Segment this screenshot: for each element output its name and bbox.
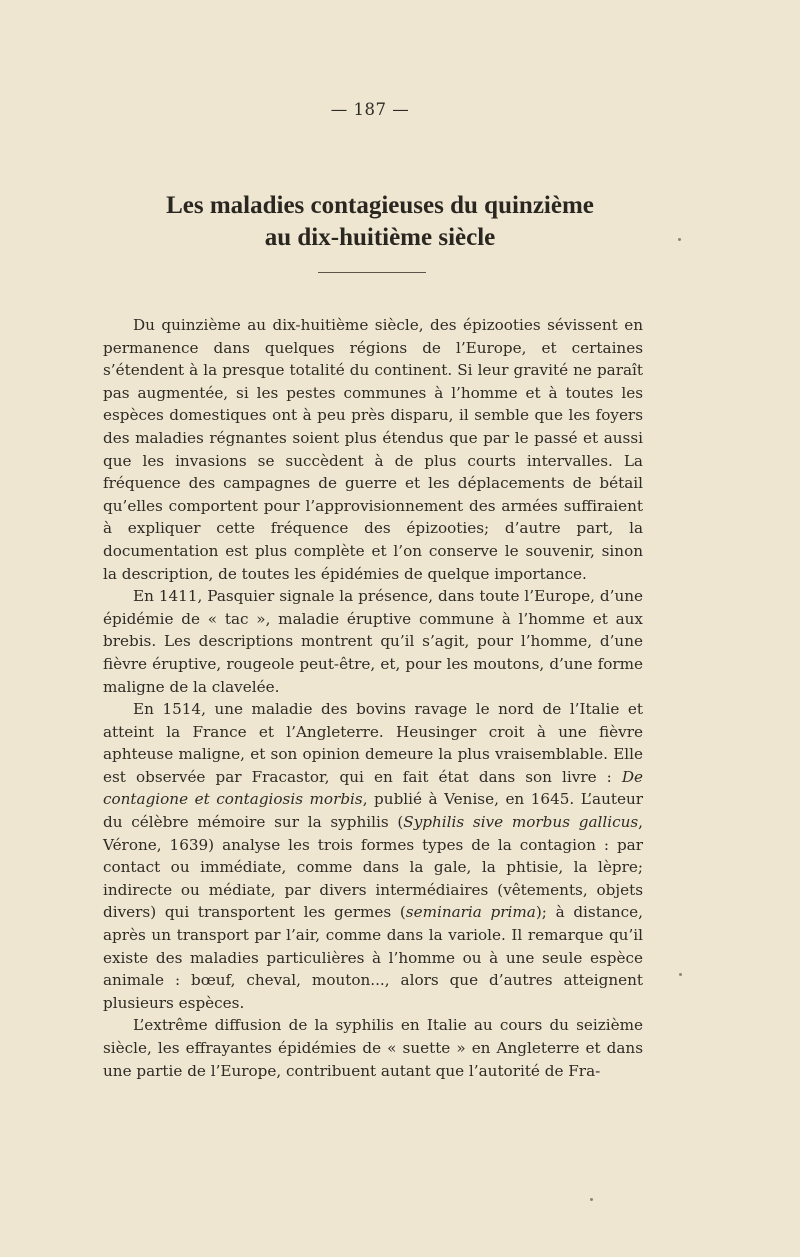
paragraph-3-text-g: ); à distance, après un transport par l’air, comme dans la variole. Il remarque qu’il existe des maladies particulières à l’homme ou à une seule espèce animale : bœuf, cheval, mouton..., alors que d’autres atteignent plusieurs espèces. [103,903,643,1012]
paragraph-2: En 1411, Pasquier signale la présence, dans toute l’Europe, d’une épidémie de « tac », maladie éruptive commune à l’homme et aux brebis. Les descriptions montrent qu’il s’agit, pour l’homme, d’une fièvre éruptive, rougeole peut-être, et, pour les moutons, d’une forme maligne de la clavelée. [103,587,643,696]
paragraph-4: L’extrême diffusion de la syphilis en Italie au cours du seizième siècle, les effrayantes épidémies de « suette » en Angleterre et dans une partie de l’Europe, contribuent autant que l’autorité de Fra- [103,1016,643,1080]
paragraph-3 [103,698,643,1014]
paragraph-3-text-e: , Vérone, 1639) analyse les trois formes types de la contagion : par contact ou immédiate, comme dans la gale, la phtisie, la lèpre; indirecte ou médiate, par divers intermédiaires (vêtements, objets divers) qui transportent les germes ( [103,813,643,922]
title-divider [318,272,426,273]
paragraph-1: Du quinzième au dix-huitième siècle, des épizooties sévissent en permanence dans quelques régions de l’Europe, et certaines s’étendent à la presque totalité du continent. Si leur gravité ne paraît pas augmentée, si les pestes communes à l’homme et à toutes les espèces domestiques ont à peu près disparu, il semble que les foyers des maladies régnantes soient plus étendus que par le passé et aussi que les invasions se succèdent à de plus courts intervalles. La fréquence des campagnes de guerre et les déplacements de bétail qu’elles comportent pour l’approvisionnement des armées suffiraient à expliquer cette fréquence des épizooties; d’autre part, la documentation est plus complète et l’on conserve le souvenir, sinon la description, de toutes les épidémies de quelque importance. [103,316,643,583]
book-title-syphilis: Syphilis sive morbus gallicus [403,813,639,832]
body-text [103,314,643,1082]
term-seminaria-prima: seminaria prima [405,903,536,922]
page-number: — 187 — [330,100,410,119]
chapter-title-line-2: au dix-huitième siècle [264,224,496,251]
chapter-title-line-1: Les maladies contagieuses du quinzième [166,192,594,219]
speck-mark [679,973,682,976]
book-title-de-contagione: De contagione et contagiosis morbis [103,767,643,809]
chapter-title [100,190,660,254]
paragraph-3-text-a: En 1514, une maladie des bovins ravage le nord de l’Italie et atteint la France et l’Angleterre. Heusinger croit à une fièvre aphteuse maligne, et son opinion demeure la plus vraisemblable. Elle est observée par Fracastor, qui en fait état dans son livre : [103,700,643,786]
paragraph-3-text-c: , publié à Venise, en 1645. L’auteur du célèbre mémoire sur la syphilis ( [103,790,643,832]
speck-mark [678,238,681,241]
speck-mark [590,1198,593,1201]
